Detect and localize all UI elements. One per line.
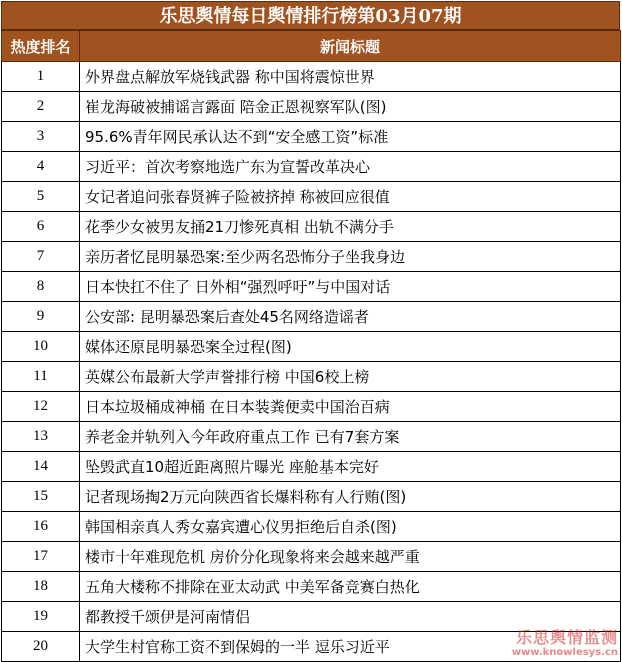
headline-cell[interactable]: 习近平：首次考察地选广东为宣誓改革决心 <box>80 152 621 182</box>
rank-cell: 8 <box>2 272 80 302</box>
table-row <box>2 632 621 662</box>
table-row <box>2 452 621 482</box>
headline-cell[interactable]: 媒体还原昆明暴恐案全过程(图) <box>80 332 621 362</box>
rank-cell: 14 <box>2 452 80 482</box>
table-row <box>2 62 621 92</box>
table-row <box>2 212 621 242</box>
table-row <box>2 482 621 512</box>
rank-cell: 5 <box>2 182 80 212</box>
table-row <box>2 362 621 392</box>
rank-cell: 7 <box>2 242 80 272</box>
table-row <box>2 512 621 542</box>
table-row <box>2 332 621 362</box>
table-row <box>2 182 621 212</box>
rank-cell: 1 <box>2 62 80 92</box>
table-row <box>2 92 621 122</box>
ranking-sheet <box>1 1 620 662</box>
headline-cell[interactable]: 日本快扛不住了 日外相“强烈呼吁”与中国对话 <box>80 272 621 302</box>
rank-cell: 19 <box>2 602 80 632</box>
rank-cell: 2 <box>2 92 80 122</box>
rank-cell: 17 <box>2 542 80 572</box>
headline-cell[interactable]: 英媒公布最新大学声誉排行榜 中国6校上榜 <box>80 362 621 392</box>
headline-cell[interactable]: 女记者追问张春贤裤子险被挤掉 称被回应很值 <box>80 182 621 212</box>
watermark-name: 乐思舆情监测 <box>515 628 618 647</box>
page-title: 乐思舆情每日舆情排行榜第03月07期 <box>1 1 620 30</box>
headline-cell[interactable]: 公安部: 昆明暴恐案后查处45名网络造谣者 <box>80 302 621 332</box>
headline-cell[interactable]: 花季少女被男友捅21刀惨死真相 出轨不满分手 <box>80 212 621 242</box>
headline-cell[interactable]: 坠毁武直10超近距离照片曝光 座舱基本完好 <box>80 452 621 482</box>
rank-cell: 4 <box>2 152 80 182</box>
rank-cell: 10 <box>2 332 80 362</box>
rank-cell: 9 <box>2 302 80 332</box>
headline-cell[interactable]: 大学生村官称工资不到保姆的一半 逗乐习近平 <box>80 632 621 662</box>
rank-cell: 16 <box>2 512 80 542</box>
table-row <box>2 572 621 602</box>
rank-cell: 11 <box>2 362 80 392</box>
table-row <box>2 542 621 572</box>
headline-cell[interactable]: 亲历者忆昆明暴恐案:至少两名恐怖分子坐我身边 <box>80 242 621 272</box>
table-row <box>2 602 621 632</box>
table-row <box>2 242 621 272</box>
rank-cell: 18 <box>2 572 80 602</box>
table-row <box>2 422 621 452</box>
headline-cell[interactable]: 韩国相亲真人秀女嘉宾遭心仪男拒绝后自杀(图) <box>80 512 621 542</box>
rank-cell: 3 <box>2 122 80 152</box>
headline-cell[interactable]: 都教授千颂伊是河南情侣 <box>80 602 621 632</box>
headline-cell[interactable]: 95.6%青年网民承认达不到“安全感工资”标准 <box>80 122 621 152</box>
rank-cell: 20 <box>2 632 80 662</box>
column-header-headline: 新闻标题 <box>80 31 621 62</box>
headline-cell[interactable]: 崔龙海破被捕谣言露面 陪金正恩视察军队(图) <box>80 92 621 122</box>
headline-cell[interactable]: 五角大楼称不排除在亚太动武 中美军备竞赛白热化 <box>80 572 621 602</box>
headline-cell[interactable]: 养老金并轨列入今年政府重点工作 已有7套方案 <box>80 422 621 452</box>
table-row <box>2 392 621 422</box>
rank-cell: 6 <box>2 212 80 242</box>
table-row <box>2 272 621 302</box>
table-row <box>2 122 621 152</box>
table-row <box>2 302 621 332</box>
headline-cell[interactable]: 记者现场掏2万元向陕西省长爆料称有人行贿(图) <box>80 482 621 512</box>
rank-cell: 15 <box>2 482 80 512</box>
rank-cell: 13 <box>2 422 80 452</box>
watermark-url: www.knowlesys.cn <box>511 647 618 658</box>
headline-cell[interactable]: 外界盘点解放军烧钱武器 称中国将震惊世界 <box>80 62 621 92</box>
headline-cell[interactable]: 日本垃圾桶成神桶 在日本装粪便卖中国治百病 <box>80 392 621 422</box>
headline-cell[interactable]: 楼市十年难现危机 房价分化现象将来会越来越严重 <box>80 542 621 572</box>
rank-cell: 12 <box>2 392 80 422</box>
ranking-table <box>1 30 621 662</box>
table-row <box>2 152 621 182</box>
table-header-row <box>2 31 621 62</box>
table-body <box>2 62 621 662</box>
column-header-rank: 热度排名 <box>2 31 80 62</box>
